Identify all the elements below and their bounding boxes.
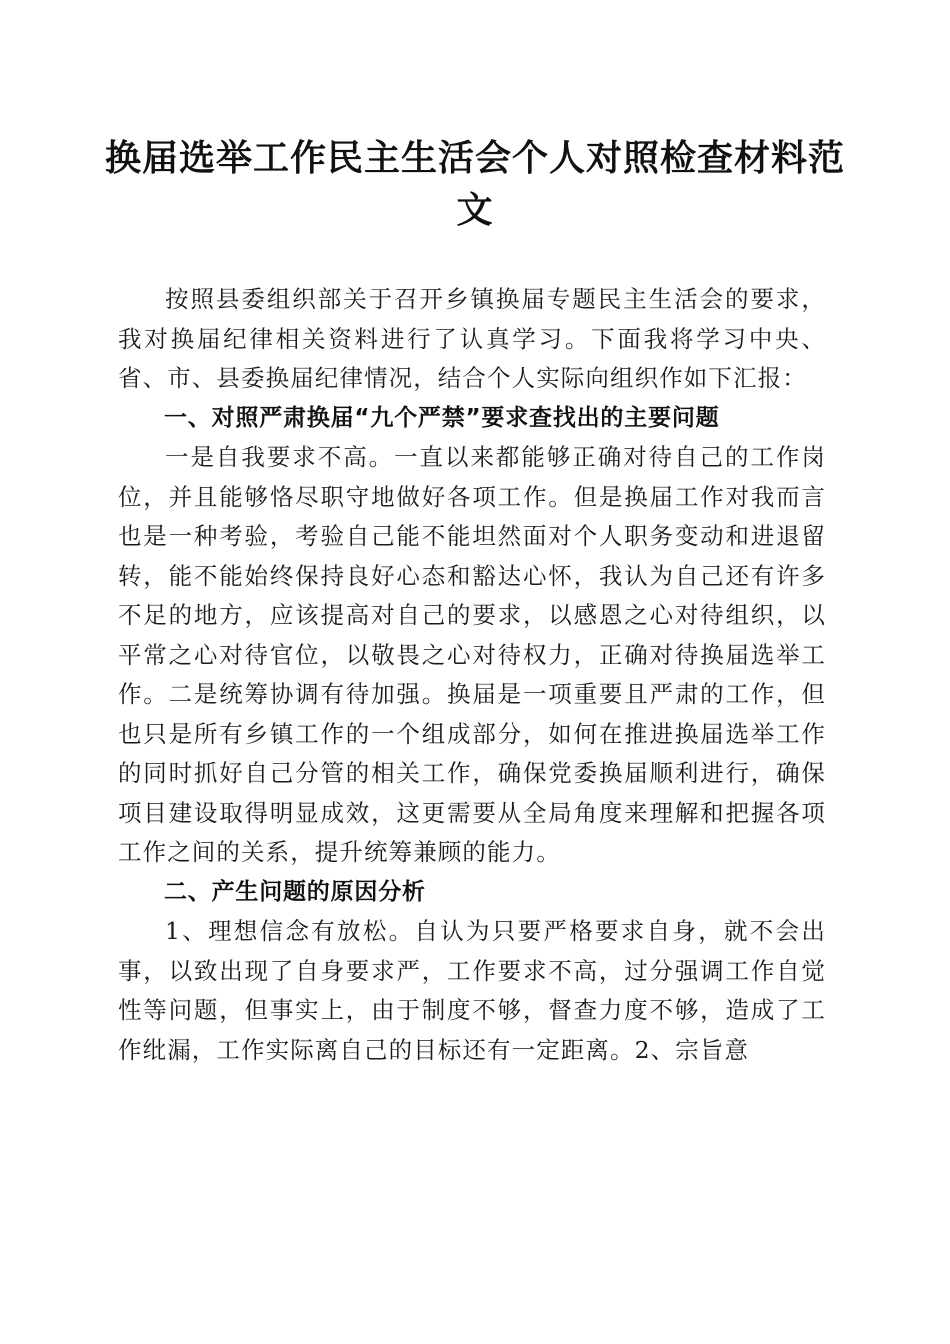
intro-paragraph: 按照县委组织部关于召开乡镇换届专题民主生活会的要求，我对换届纪律相关资料进行了认真学习。下面我将学习中央、省、市、县委换届纪律情况，结合个人实际向组织作如下汇报： <box>118 285 826 392</box>
document-body <box>118 280 826 1070</box>
section-1-heading: 一、对照严肃换届“九个严禁”要求查找出的主要问题 <box>164 404 720 431</box>
section-2-paragraph: 1、理想信念有放松。自认为只要严格要求自身，就不会出事，以致出现了自身要求严，工作要求不高，过分强调工作自觉性等问题，但事实上，由于制度不够，督查力度不够，造成了工作纰漏，工作实际离自己的目标还有一定距离。2、宗旨意 <box>118 917 826 1064</box>
section-1-paragraph: 一是自我要求不高。一直以来都能够正确对待自己的工作岗位，并且能够恪尽职守地做好各项工作。但是换届工作对我而言也是一种考验，考验自己能不能坦然面对个人职务变动和进退留转，能不能始终保持良好心态和豁达心怀，我认为自己还有许多不足的地方，应该提高对自己的要求，以感恩之心对待组织，以平常之心对待官位，以敬畏之心对待权力，正确对待换届选举工作。二是统筹协调有待加强。换届是一项重要且严肃的工作，但也只是所有乡镇工作的一个组成部分，如何在推进换届选举工作的同时抓好自己分管的相关工作，确保党委换届顺利进行，确保项目建设取得明显成效，这更需要从全局角度来理解和把握各项工作之间的关系，提升统筹兼顾的能力。 <box>118 443 826 866</box>
document-title: 换届选举工作民主生活会个人对照检查材料范文 <box>104 137 845 231</box>
section-2-heading: 二、产生问题的原因分析 <box>164 878 426 905</box>
